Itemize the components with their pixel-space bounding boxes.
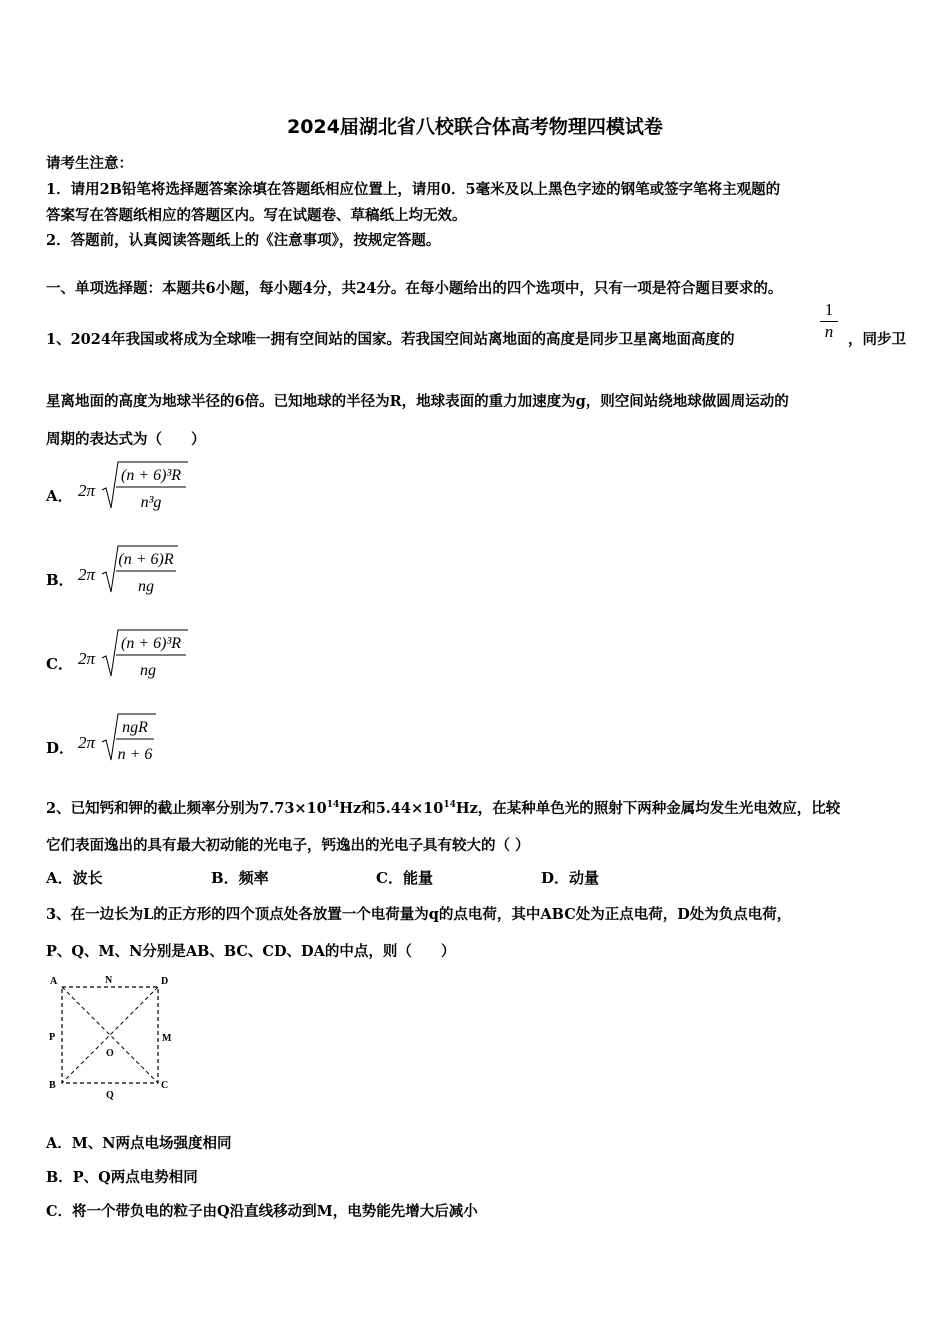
q1-frac-den: n	[824, 322, 834, 341]
q1-line-1	[46, 328, 734, 349]
q2-option-a: A．波长	[46, 869, 103, 887]
q1-option-d-den: n + 6	[117, 746, 153, 763]
q1-option-b-coef: 2π	[78, 565, 96, 584]
q2-option-d: D．动量	[541, 869, 600, 887]
q1-option-c-formula	[76, 624, 216, 688]
q1-option-c-coef: 2π	[78, 649, 96, 668]
q1-option-d-label: D．	[46, 739, 75, 757]
q1-option-b-den: ng	[138, 578, 154, 595]
notice-line-3: 2．答题前，认真阅读答题纸上的《注意事项》，按规定答题。	[46, 232, 441, 249]
label-n: N	[105, 975, 113, 986]
q3-option-c: C．将一个带负电的粒子由Q沿直线移动到M，电势能先增大后减小	[46, 1203, 478, 1220]
label-b: B	[49, 1080, 56, 1091]
q2-line-1-c: Hz，在某种单色光的照射下两种金属均发生光电效应，比较	[455, 800, 841, 817]
q1-frac-num: 1	[820, 300, 838, 322]
section-1-heading: 一、单项选择题：本题共6小题，每小题4分，共24分。在每小题给出的四个选项中，只有一项是符合题目要求的。	[46, 280, 783, 297]
q2-exp-1: 14	[326, 800, 340, 811]
q3-square-diagram	[44, 970, 184, 1102]
notice-line-2: 答案写在答题纸相应的答题区内。写在试题卷、草稿纸上均无效。	[46, 207, 467, 224]
label-c: C	[161, 1080, 169, 1091]
notice-heading: 请考生注意：	[46, 155, 133, 172]
q1-line-1-text: 1、2024年我国或将成为全球唯一拥有空间站的国家。若我国空间站离地面的高度是同步卫星离地面高度的	[46, 331, 735, 348]
q2-line-1-b: Hz和5.44×10	[339, 800, 444, 817]
q1-option-b-label: B．	[46, 571, 74, 589]
q1-option-d-coef: 2π	[78, 733, 96, 752]
q2-option-b: B．频率	[211, 869, 269, 887]
q2-line-1-a: 2、已知钙和钾的截止频率分别为7.73×10	[46, 800, 327, 817]
label-d: D	[161, 976, 169, 987]
q3-option-a: A．M、N两点电场强度相同	[46, 1135, 232, 1152]
q2-exp-2: 14	[443, 800, 456, 811]
label-m: M	[162, 1033, 172, 1044]
q2-option-c: C．能量	[376, 869, 433, 887]
q1-line-1-tail: ，同步卫	[848, 331, 906, 348]
q2-line-1	[46, 797, 840, 818]
page-title: 2024届湖北省八校联合体高考物理四模试卷	[287, 116, 663, 138]
notice-line-1: 1．请用2B铅笔将选择题答案涂填在答题纸相应位置上，请用0．5毫米及以上黑色字迹的钢笔或签字笔将主观题的	[46, 181, 781, 198]
q1-line-3: 周期的表达式为（ ）	[46, 431, 206, 448]
q2-line-2: 它们表面逸出的具有最大初动能的光电子，钙逸出的光电子具有较大的（ ）	[46, 837, 530, 854]
q1-option-a-label: A．	[46, 487, 73, 505]
label-q: Q	[106, 1090, 114, 1101]
q1-option-c-num: (n + 6)³R	[120, 635, 182, 652]
q1-inline-fraction	[820, 300, 838, 342]
q1-option-a-num: (n + 6)³R	[120, 467, 182, 484]
q1-option-a-coef: 2π	[78, 481, 96, 500]
q1-option-d-formula	[76, 708, 216, 772]
q3-line-1: 3、在一边长为L的正方形的四个顶点处各放置一个电荷量为q的点电荷，其中ABC处为正点电荷，D处为负点电荷，	[46, 906, 792, 923]
q3-option-b: B．P、Q两点电势相同	[46, 1169, 198, 1186]
q1-option-b-formula	[76, 540, 216, 604]
q1-option-d-num: ngR	[122, 719, 148, 736]
label-p: P	[49, 1032, 56, 1043]
q3-line-2: P、Q、M、N分别是AB、BC、CD、DA的中点，则（ ）	[46, 943, 456, 960]
q1-option-a-formula	[76, 456, 216, 520]
label-o: O	[106, 1048, 114, 1059]
q1-option-b-num: (n + 6)R	[118, 551, 174, 568]
q1-line-2: 星离地面的高度为地球半径的6倍。已知地球的半径为R，地球表面的重力加速度为g，则空间站绕地球做圆周运动的	[46, 393, 789, 410]
q1-option-c-label: C．	[46, 655, 73, 673]
q1-option-a-den: n³g	[140, 494, 162, 511]
label-a: A	[50, 976, 58, 987]
q1-option-c-den: ng	[140, 662, 156, 679]
